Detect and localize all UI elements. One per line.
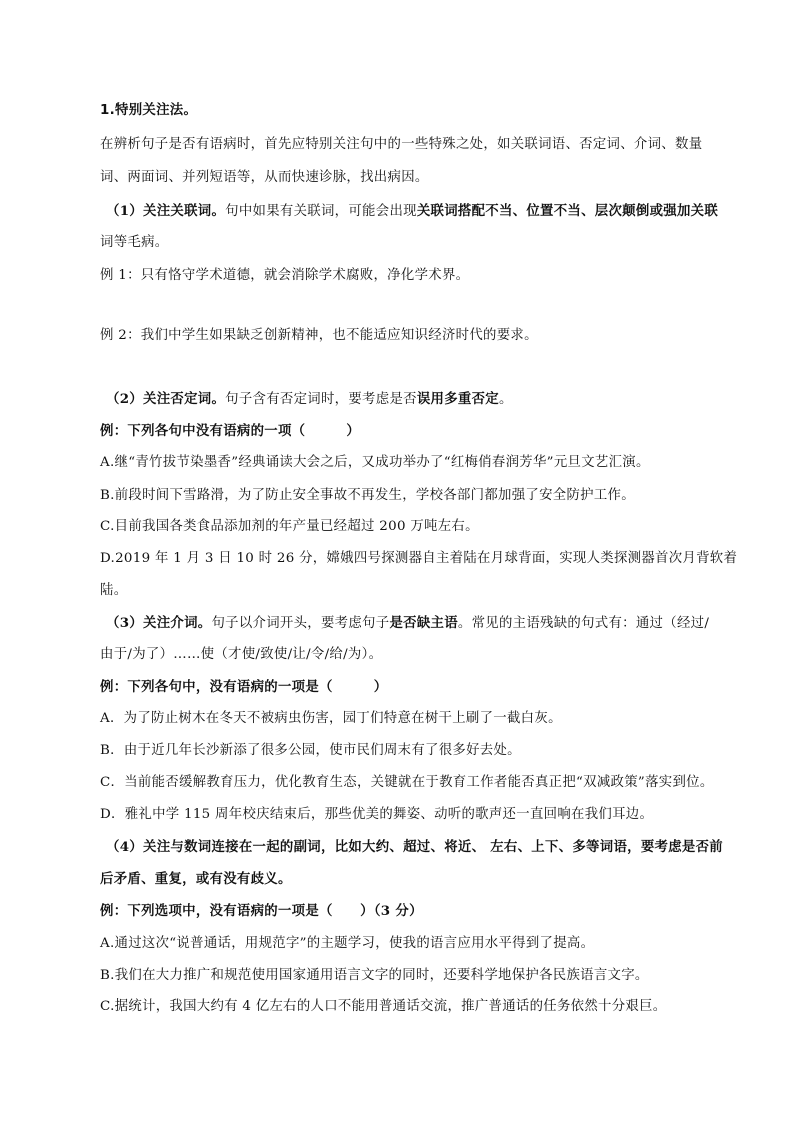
part3-option-c: C．当前能否缓解教育压力，优化教育生态，关键就在于教育工作者能否真正把“双减政策”落实到位。 — [100, 775, 714, 790]
example-2: 例 2：我们中学生如果缺乏创新精神，也不能适应知识经济时代的要求。 — [100, 328, 538, 343]
part1-heading: （1）关注关联词。 — [106, 203, 226, 219]
section-title: 1.特别关注法。 — [100, 103, 198, 118]
part1-emphasis: 关联词搭配不当、位置不当、层次颠倒或强加关联 — [416, 203, 719, 219]
intro-line-1: 在辨析句子是否有语病时，首先应特别关注句中的一些特殊之处，如关联词语、否定词、介词、数量 — [100, 137, 703, 152]
example-1: 例 1：只有恪守学术道德，就会消除学术腐败，净化学术界。 — [100, 268, 470, 283]
part2-line — [106, 390, 513, 409]
part3-option-a: A．为了防止树木在冬天不被病虫伤害，园丁们特意在树干上刷了一截白灰。 — [100, 711, 562, 726]
part3-option-d: D．雅礼中学 115 周年校庆结束后，那些优美的舞姿、动听的歌声还一直回响在我们耳边。 — [100, 807, 654, 822]
part3-option-b: B．由于近几年长沙新添了很多公园，使市民们周末有了很多好去处。 — [100, 743, 521, 758]
part3-emphasis: 是否缺主语 — [389, 615, 458, 631]
part2-emphasis: 误用多重否定 — [416, 391, 499, 407]
part2-end: 。 — [498, 392, 513, 407]
part2-option-b: B.前段时间下雪路滑，为了防止安全事故不再发生，学校各部门都加强了安全防护工作。 — [100, 488, 635, 503]
part3-text: 句子以介词开头，要考虑句子 — [211, 616, 390, 631]
part2-option-a: A.继“青竹拔节染墨香”经典诵读大会之后，又成功举办了“红梅俏春润芳华”元旦文艺汇演。 — [100, 455, 650, 470]
part4-option-c: C.据统计，我国大约有 4 亿左右的人口不能用普通话交流，推广普通话的任务依然十分艰巨。 — [100, 999, 667, 1014]
part2-question: 例：下列各句中没有语病的一项（ ） — [100, 423, 361, 439]
part1-line-2: 词等毛病。 — [100, 235, 169, 250]
intro-line-2: 词、两面词、并列短语等，从而快速诊脉，找出病因。 — [100, 170, 429, 185]
part2-heading: （2）关注否定词。 — [106, 391, 226, 407]
part4-question: 例：下列选项中，没有语病的一项是（ ）（3 分） — [100, 903, 423, 919]
part1-text: 句中如果有关联词，可能会出现 — [225, 204, 417, 219]
part2-option-d-cont: 陆。 — [100, 583, 128, 598]
part1-line-1 — [106, 202, 718, 221]
part3-line-2: 由于/为了）……使（才使/致使/让/令/给/为）。 — [100, 647, 383, 662]
part3-text-2: 。常见的主语残缺的句式有：通过（经过/ — [457, 616, 710, 631]
part4-line-2: 后矛盾、重复，或有没有歧义。 — [100, 871, 292, 887]
part3-heading: （3）关注介词。 — [106, 615, 212, 631]
part4-option-b: B.我们在大力推广和规范使用国家通用语言文字的同时，还要科学地保护各民族语言文字。 — [100, 968, 649, 983]
part4-option-a: A.通过这次“说普通话，用规范字”的主题学习，使我的语言应用水平得到了提高。 — [100, 936, 595, 951]
part2-text: 句子含有否定词时，要考虑是否 — [225, 392, 417, 407]
part3-line-1 — [106, 614, 709, 633]
part2-option-c: C.目前我国各类食品添加剂的年产量已经超过 200 万吨左右。 — [100, 519, 479, 534]
part2-option-d: D.2019 年 1 月 3 日 10 时 26 分，嫦娥四号探测器自主着陆在月球背面，实现人类探测器首次月背软着 — [100, 551, 738, 566]
part3-question: 例：下列各句中，没有语病的一项是（ ） — [100, 679, 388, 695]
part4-line-1: （4）关注与数词连接在一起的副词，比如大约、超过、将近、 左右、上下、多等词语，要考虑是否前 — [106, 839, 723, 855]
